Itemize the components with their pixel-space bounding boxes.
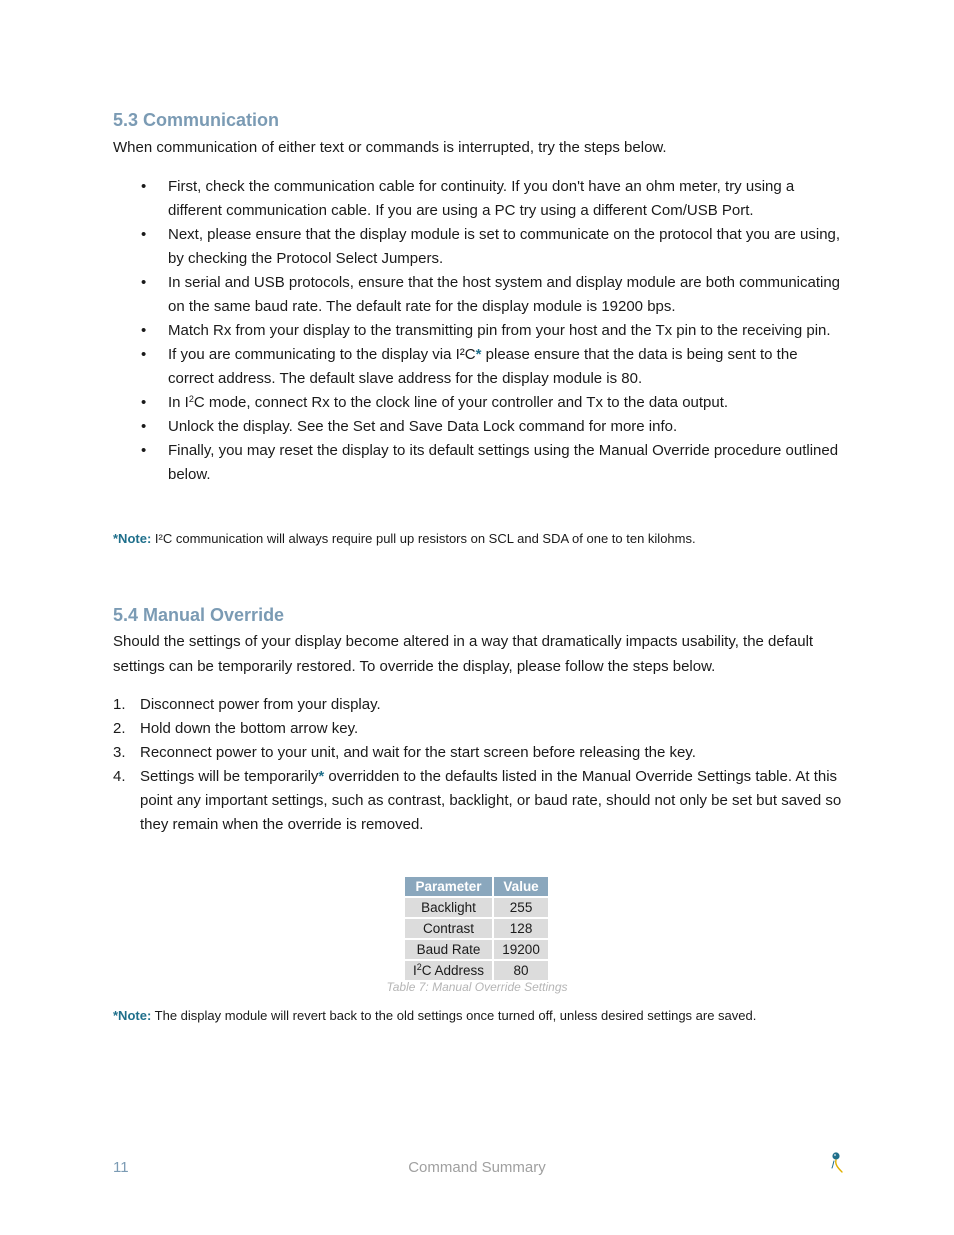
list-item xyxy=(113,765,843,837)
step-number: 4. xyxy=(113,768,126,785)
override-intro: Should the settings of your display become altered in a way that dramatically impacts usability, the default settings can be temporarily restored. To override the display, please follow the steps below. xyxy=(113,633,814,675)
table-cell-parameter: Contrast xyxy=(405,919,492,938)
section-heading-communication: 5.3 Communication xyxy=(113,110,280,130)
footer-title: Command Summary xyxy=(408,1159,546,1176)
bullet-icon: • xyxy=(141,394,147,411)
bullet-icon: • xyxy=(141,346,147,363)
list-item-text: Hold down the bottom arrow key. xyxy=(140,720,359,737)
note-label: *Note: xyxy=(113,531,152,546)
list-item-text: First, check the communication cable for continuity. If you don't have an ohm meter, try using a different communication cable. If you are using a PC try using a different Com/USB Port. xyxy=(168,178,795,219)
list-item xyxy=(113,343,843,391)
list-item-text: Settings will be temporarily xyxy=(140,768,319,785)
table-row xyxy=(405,919,548,938)
communication-note xyxy=(113,530,873,548)
note-text: The display module will revert back to the old settings once turned off, unless desired settings are saved. xyxy=(151,1008,757,1023)
table-header-row xyxy=(405,877,548,896)
list-item xyxy=(113,271,843,319)
list-item xyxy=(113,717,843,741)
superscript: 2 xyxy=(416,962,422,972)
list-item-text: In I xyxy=(168,394,189,411)
step-number: 1. xyxy=(113,696,126,713)
table-cell-parameter xyxy=(405,961,492,980)
cell-text: C Address xyxy=(421,963,485,978)
list-item-text: overridden to the defaults listed in the Manual Override Settings table. At this point any important settings, such as contrast, backlight, or baud rate, should not only be set but saved so they remain when the override is removed. xyxy=(140,768,842,833)
company-logo-icon xyxy=(826,1150,846,1174)
list-item xyxy=(113,439,843,487)
list-item xyxy=(113,741,843,765)
list-item-text: C mode, connect Rx to the clock line of your controller and Tx to the data output. xyxy=(193,394,729,411)
footnote-star: * xyxy=(475,346,482,363)
table-row xyxy=(405,961,548,980)
note-text: I²C communication will always require pull up resistors on SCL and SDA of one to ten kilohms. xyxy=(151,531,696,546)
list-item xyxy=(113,693,843,717)
step-number: 2. xyxy=(113,720,126,737)
table-row xyxy=(405,940,548,959)
list-item-text: Match Rx from your display to the transmitting pin from your host and the Tx pin to the receiving pin. xyxy=(168,322,831,339)
footer-page-number: 11 xyxy=(113,1159,129,1176)
cell-text: I xyxy=(413,963,417,978)
list-item-text: Next, please ensure that the display module is set to communicate on the protocol that you are using, by checking the Protocol Select Jumpers. xyxy=(168,226,841,267)
table-cell-parameter: Backlight xyxy=(405,898,492,917)
communication-steps-list xyxy=(113,175,843,487)
bullet-icon: • xyxy=(141,442,147,459)
section-heading-manual-override: 5.4 Manual Override xyxy=(113,605,285,625)
footnote-star: * xyxy=(318,768,325,785)
table-caption: Table 7: Manual Override Settings xyxy=(386,980,568,994)
override-steps-list xyxy=(113,693,843,837)
superscript: 2 xyxy=(188,394,194,404)
list-item xyxy=(113,415,843,439)
list-item-text: Disconnect power from your display. xyxy=(140,696,381,713)
note-label: *Note: xyxy=(113,1008,152,1023)
list-item-text: Unlock the display. See the Set and Save Data Lock command for more info. xyxy=(168,418,678,435)
list-item-text: If you are communicating to the display via I²C xyxy=(168,346,476,363)
list-item xyxy=(113,223,843,271)
list-item xyxy=(113,175,843,223)
table-cell-value: 255 xyxy=(494,898,548,917)
bullet-icon: • xyxy=(141,418,147,435)
list-item xyxy=(113,319,843,343)
column-header-value: Value xyxy=(494,877,548,896)
step-number: 3. xyxy=(113,744,126,761)
communication-intro: When communication of either text or commands is interrupted, try the steps below. xyxy=(113,139,667,156)
list-item-text: please ensure that the data is being sent to the correct address. The default slave address for the display module is 80. xyxy=(168,346,798,387)
list-item xyxy=(113,391,843,415)
table-cell-parameter: Baud Rate xyxy=(405,940,492,959)
list-item-text: Finally, you may reset the display to its default settings using the Manual Override procedure outlined below. xyxy=(168,442,839,483)
override-note xyxy=(113,1007,873,1025)
table-cell-value: 128 xyxy=(494,919,548,938)
bullet-icon: • xyxy=(141,178,147,195)
table-row xyxy=(405,898,548,917)
list-item-text: In serial and USB protocols, ensure that the host system and display module are both communicating on the same baud rate. The default rate for the display module is 19200 bps. xyxy=(168,274,841,315)
bullet-icon: • xyxy=(141,226,147,243)
bullet-icon: • xyxy=(141,274,147,291)
manual-override-table xyxy=(403,875,550,982)
list-item-text: Reconnect power to your unit, and wait for the start screen before releasing the key. xyxy=(140,744,696,761)
table-cell-value: 80 xyxy=(494,961,548,980)
bullet-icon: • xyxy=(141,322,147,339)
column-header-parameter: Parameter xyxy=(405,877,492,896)
table-cell-value: 19200 xyxy=(494,940,548,959)
